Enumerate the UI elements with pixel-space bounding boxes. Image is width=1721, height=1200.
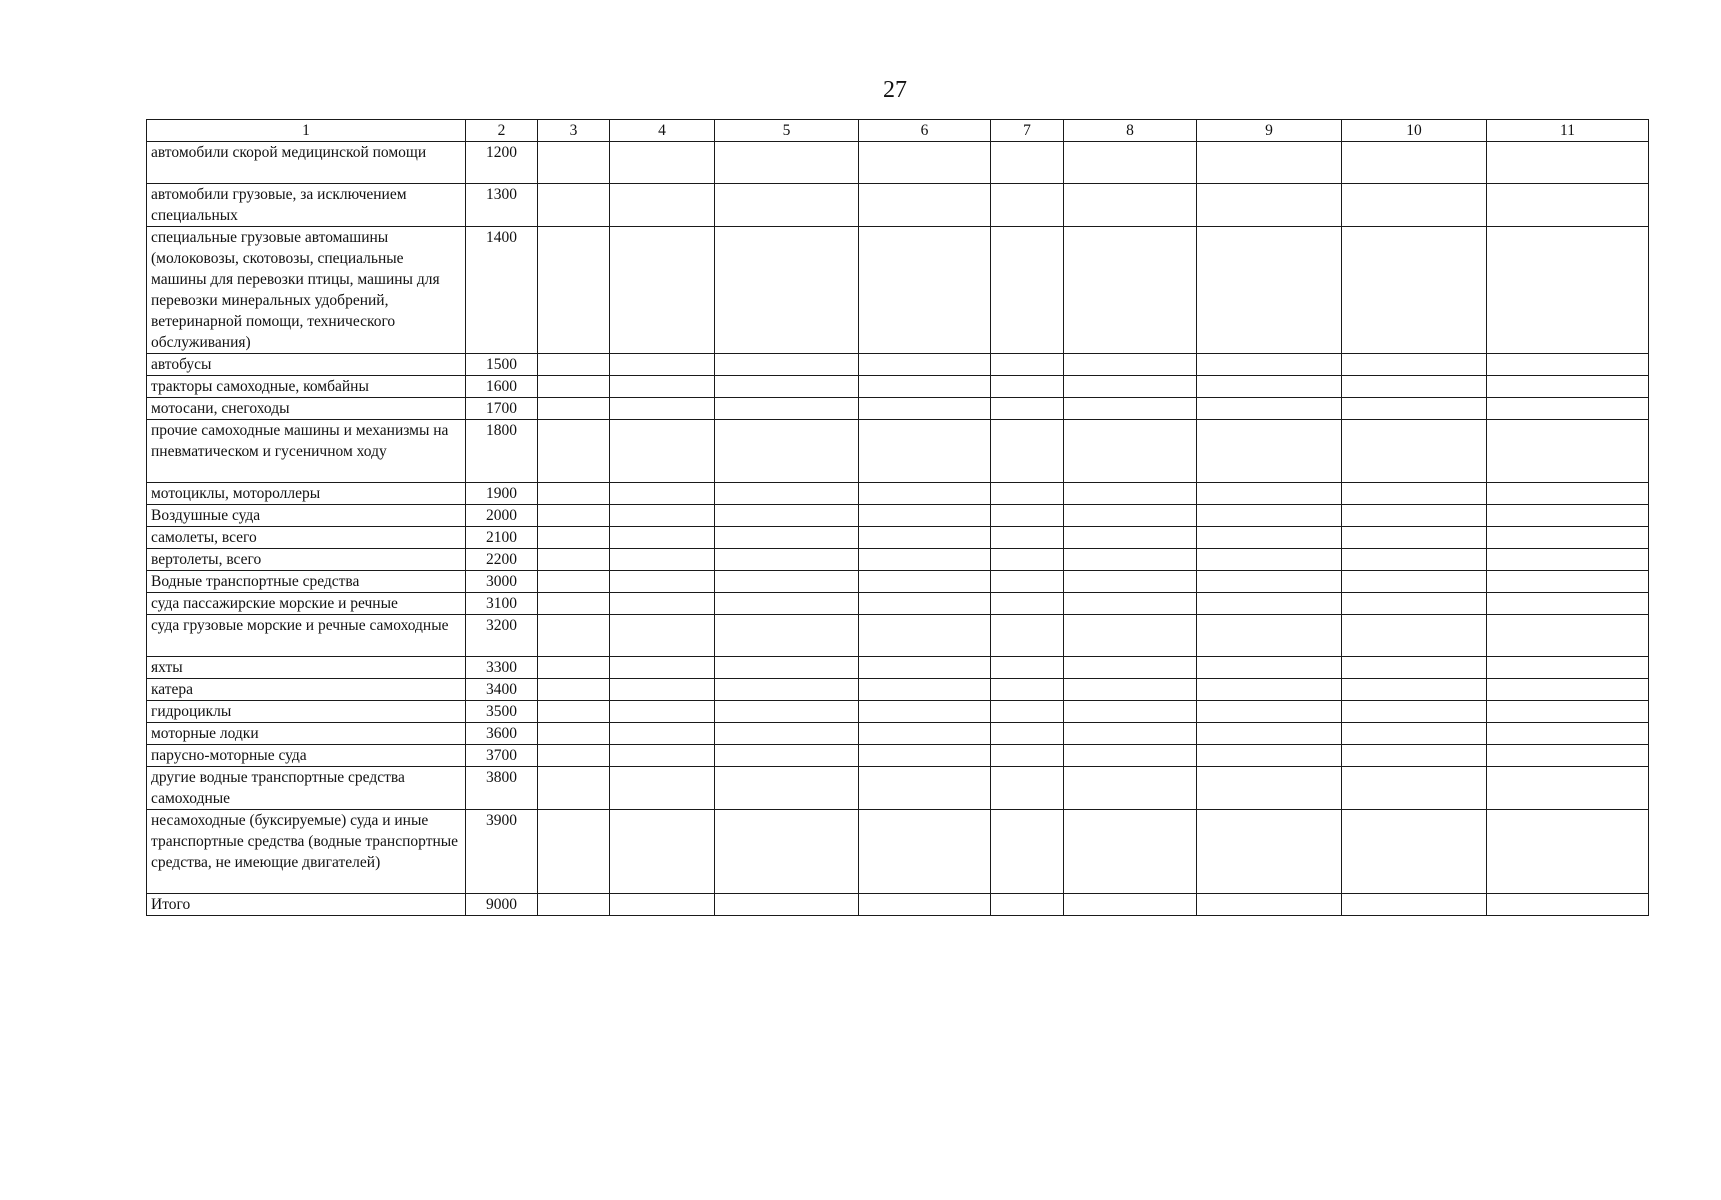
row-label: Воздушные суда [147,505,466,527]
row-label: автобусы [147,354,466,376]
row-code: 3500 [466,701,538,723]
value-cell [610,679,715,701]
value-cell [538,527,610,549]
value-cell [1487,723,1649,745]
value-cell [1064,745,1197,767]
value-cell [1197,483,1342,505]
value-cell [715,184,859,227]
value-cell [610,527,715,549]
row-code: 1500 [466,354,538,376]
value-cell [1342,184,1487,227]
value-cell [610,505,715,527]
value-cell [1064,723,1197,745]
value-cell [715,745,859,767]
value-cell [859,527,991,549]
value-cell [610,571,715,593]
value-cell [538,615,610,657]
value-cell [1197,398,1342,420]
value-cell [991,810,1064,894]
table-row [147,657,1649,679]
row-label: Водные транспортные средства [147,571,466,593]
value-cell [1487,549,1649,571]
value-cell [859,420,991,483]
value-cell [859,701,991,723]
value-cell [538,398,610,420]
row-label: прочие самоходные машины и механизмы на пневматическом и гусеничном ходу [147,420,466,483]
value-cell [1197,549,1342,571]
row-code: 2200 [466,549,538,571]
table-row [147,549,1649,571]
value-cell [1064,227,1197,354]
value-cell [1064,505,1197,527]
value-cell [1064,354,1197,376]
column-header: 2 [466,120,538,142]
value-cell [1197,894,1342,916]
value-cell [1197,810,1342,894]
table-row [147,354,1649,376]
value-cell [538,745,610,767]
row-label: мотосани, снегоходы [147,398,466,420]
value-cell [1197,723,1342,745]
value-cell [538,657,610,679]
value-cell [991,745,1064,767]
value-cell [991,398,1064,420]
value-cell [538,894,610,916]
value-cell [715,376,859,398]
value-cell [538,142,610,184]
value-cell [1342,505,1487,527]
value-cell [1342,723,1487,745]
value-cell [1487,679,1649,701]
value-cell [991,227,1064,354]
table-row [147,483,1649,505]
table-row [147,420,1649,483]
value-cell [715,483,859,505]
table-row [147,184,1649,227]
value-cell [859,810,991,894]
value-cell [715,398,859,420]
value-cell [715,657,859,679]
value-cell [610,142,715,184]
value-cell [715,549,859,571]
value-cell [859,505,991,527]
table-row [147,398,1649,420]
value-cell [538,505,610,527]
value-cell [1342,354,1487,376]
value-cell [991,420,1064,483]
row-code: 1800 [466,420,538,483]
value-cell [1197,527,1342,549]
value-cell [1197,593,1342,615]
value-cell [991,505,1064,527]
value-cell [610,657,715,679]
row-code: 1300 [466,184,538,227]
row-code: 3100 [466,593,538,615]
value-cell [610,615,715,657]
value-cell [1487,767,1649,810]
value-cell [991,615,1064,657]
value-cell [1342,745,1487,767]
value-cell [538,810,610,894]
value-cell [1487,227,1649,354]
column-header: 5 [715,120,859,142]
column-header: 6 [859,120,991,142]
value-cell [1064,571,1197,593]
row-code: 3600 [466,723,538,745]
value-cell [538,420,610,483]
row-label: автомобили грузовые, за исключением специальных [147,184,466,227]
value-cell [1342,571,1487,593]
value-cell [715,701,859,723]
value-cell [991,142,1064,184]
value-cell [1342,227,1487,354]
row-code: 3000 [466,571,538,593]
value-cell [538,679,610,701]
value-cell [1197,354,1342,376]
value-cell [610,420,715,483]
value-cell [859,767,991,810]
value-cell [1487,810,1649,894]
value-cell [1064,398,1197,420]
row-label: яхты [147,657,466,679]
value-cell [1064,376,1197,398]
value-cell [1487,527,1649,549]
column-number-row [147,120,1649,142]
value-cell [1342,483,1487,505]
value-cell [1487,376,1649,398]
value-cell [991,593,1064,615]
value-cell [1342,527,1487,549]
value-cell [859,745,991,767]
value-cell [715,593,859,615]
value-cell [610,354,715,376]
value-cell [610,227,715,354]
value-cell [538,227,610,354]
value-cell [859,679,991,701]
value-cell [1064,184,1197,227]
row-label: суда пассажирские морские и речные [147,593,466,615]
table-body [147,142,1649,916]
column-header: 9 [1197,120,1342,142]
value-cell [1197,376,1342,398]
value-cell [715,894,859,916]
value-cell [1197,142,1342,184]
column-header: 7 [991,120,1064,142]
value-cell [1487,483,1649,505]
value-cell [610,701,715,723]
row-label: Итого [147,894,466,916]
row-label: самолеты, всего [147,527,466,549]
value-cell [991,376,1064,398]
value-cell [991,571,1064,593]
value-cell [991,354,1064,376]
page-number: 27 [883,77,907,103]
value-cell [715,723,859,745]
value-cell [1487,571,1649,593]
value-cell [1064,593,1197,615]
column-header: 4 [610,120,715,142]
value-cell [1342,142,1487,184]
row-code: 3700 [466,745,538,767]
value-cell [991,894,1064,916]
table-row [147,767,1649,810]
value-cell [1342,657,1487,679]
row-label: автомобили скорой медицинской помощи [147,142,466,184]
value-cell [1342,701,1487,723]
value-cell [1064,615,1197,657]
row-label: суда грузовые морские и речные самоходные [147,615,466,657]
value-cell [1197,505,1342,527]
row-code: 1400 [466,227,538,354]
value-cell [610,810,715,894]
value-cell [1342,767,1487,810]
value-cell [1064,657,1197,679]
value-cell [1487,505,1649,527]
value-cell [1342,615,1487,657]
row-code: 3200 [466,615,538,657]
row-code: 1600 [466,376,538,398]
value-cell [538,767,610,810]
value-cell [991,657,1064,679]
table-row [147,894,1649,916]
value-cell [1342,376,1487,398]
value-cell [991,549,1064,571]
row-label: тракторы самоходные, комбайны [147,376,466,398]
value-cell [859,894,991,916]
value-cell [715,679,859,701]
value-cell [859,227,991,354]
row-code: 3400 [466,679,538,701]
value-cell [1197,657,1342,679]
value-cell [991,483,1064,505]
value-cell [991,679,1064,701]
value-cell [1064,527,1197,549]
value-cell [859,571,991,593]
value-cell [1342,549,1487,571]
table-row [147,527,1649,549]
value-cell [715,420,859,483]
value-cell [610,483,715,505]
row-code: 9000 [466,894,538,916]
row-code: 1700 [466,398,538,420]
value-cell [991,767,1064,810]
value-cell [1064,142,1197,184]
value-cell [991,723,1064,745]
value-cell [859,376,991,398]
value-cell [610,767,715,810]
value-cell [859,593,991,615]
value-cell [1197,184,1342,227]
value-cell [538,701,610,723]
value-cell [610,723,715,745]
value-cell [610,549,715,571]
value-cell [1064,483,1197,505]
value-cell [715,767,859,810]
value-cell [1064,549,1197,571]
value-cell [1487,398,1649,420]
table-row [147,227,1649,354]
value-cell [1197,745,1342,767]
value-cell [859,398,991,420]
value-cell [715,142,859,184]
value-cell [991,527,1064,549]
row-label: другие водные транспортные средства самоходные [147,767,466,810]
row-label: катера [147,679,466,701]
row-label: моторные лодки [147,723,466,745]
table-row [147,810,1649,894]
row-code: 1200 [466,142,538,184]
value-cell [538,184,610,227]
value-cell [610,894,715,916]
value-cell [538,354,610,376]
row-code: 3300 [466,657,538,679]
value-cell [859,723,991,745]
value-cell [610,398,715,420]
value-cell [538,549,610,571]
value-cell [1064,767,1197,810]
value-cell [1342,810,1487,894]
value-cell [1342,679,1487,701]
table-row [147,571,1649,593]
row-label: мотоциклы, мотороллеры [147,483,466,505]
table-row [147,615,1649,657]
value-cell [715,615,859,657]
column-header: 8 [1064,120,1197,142]
value-cell [1197,767,1342,810]
value-cell [715,505,859,527]
value-cell [991,701,1064,723]
value-cell [991,184,1064,227]
value-cell [1342,593,1487,615]
value-cell [859,142,991,184]
value-cell [538,593,610,615]
value-cell [1487,593,1649,615]
value-cell [1197,420,1342,483]
value-cell [715,227,859,354]
row-label: гидроциклы [147,701,466,723]
value-cell [1487,184,1649,227]
column-header: 1 [147,120,466,142]
value-cell [715,354,859,376]
row-label: несамоходные (буксируемые) суда и иные транспортные средства (водные транспортные средства, не имеющие двигателей) [147,810,466,894]
value-cell [1487,420,1649,483]
table-row [147,679,1649,701]
value-cell [610,184,715,227]
value-cell [538,571,610,593]
value-cell [1487,142,1649,184]
row-label: специальные грузовые автомашины (молоковозы, скотовозы, специальные машины для перевозки птицы, машины для перевозки минеральных удобрений, ветеринарной помощи, технического обслуживания) [147,227,466,354]
column-header: 11 [1487,120,1649,142]
value-cell [1064,679,1197,701]
value-cell [538,723,610,745]
row-label: парусно-моторные суда [147,745,466,767]
value-cell [538,376,610,398]
value-cell [1487,745,1649,767]
column-header: 10 [1342,120,1487,142]
value-cell [1487,354,1649,376]
value-cell [1197,679,1342,701]
table-row [147,593,1649,615]
value-cell [859,184,991,227]
row-code: 3900 [466,810,538,894]
value-cell [715,810,859,894]
value-cell [1064,894,1197,916]
value-cell [1064,810,1197,894]
row-code: 3800 [466,767,538,810]
row-code: 1900 [466,483,538,505]
value-cell [610,745,715,767]
row-code: 2100 [466,527,538,549]
value-cell [859,657,991,679]
table-row [147,701,1649,723]
table-row [147,142,1649,184]
value-cell [1342,420,1487,483]
value-cell [859,615,991,657]
report-table [146,119,1649,916]
row-code: 2000 [466,505,538,527]
value-cell [538,483,610,505]
table-row [147,376,1649,398]
value-cell [1064,701,1197,723]
value-cell [1197,227,1342,354]
value-cell [1487,615,1649,657]
value-cell [1487,894,1649,916]
value-cell [859,483,991,505]
value-cell [1064,420,1197,483]
value-cell [715,571,859,593]
value-cell [1342,398,1487,420]
value-cell [1487,701,1649,723]
value-cell [1487,657,1649,679]
value-cell [859,354,991,376]
table-row [147,745,1649,767]
table-row [147,505,1649,527]
table-row [147,723,1649,745]
value-cell [1197,571,1342,593]
value-cell [610,593,715,615]
value-cell [715,527,859,549]
value-cell [610,376,715,398]
value-cell [1197,615,1342,657]
value-cell [859,549,991,571]
column-header: 3 [538,120,610,142]
value-cell [1197,701,1342,723]
row-label: вертолеты, всего [147,549,466,571]
value-cell [1342,894,1487,916]
